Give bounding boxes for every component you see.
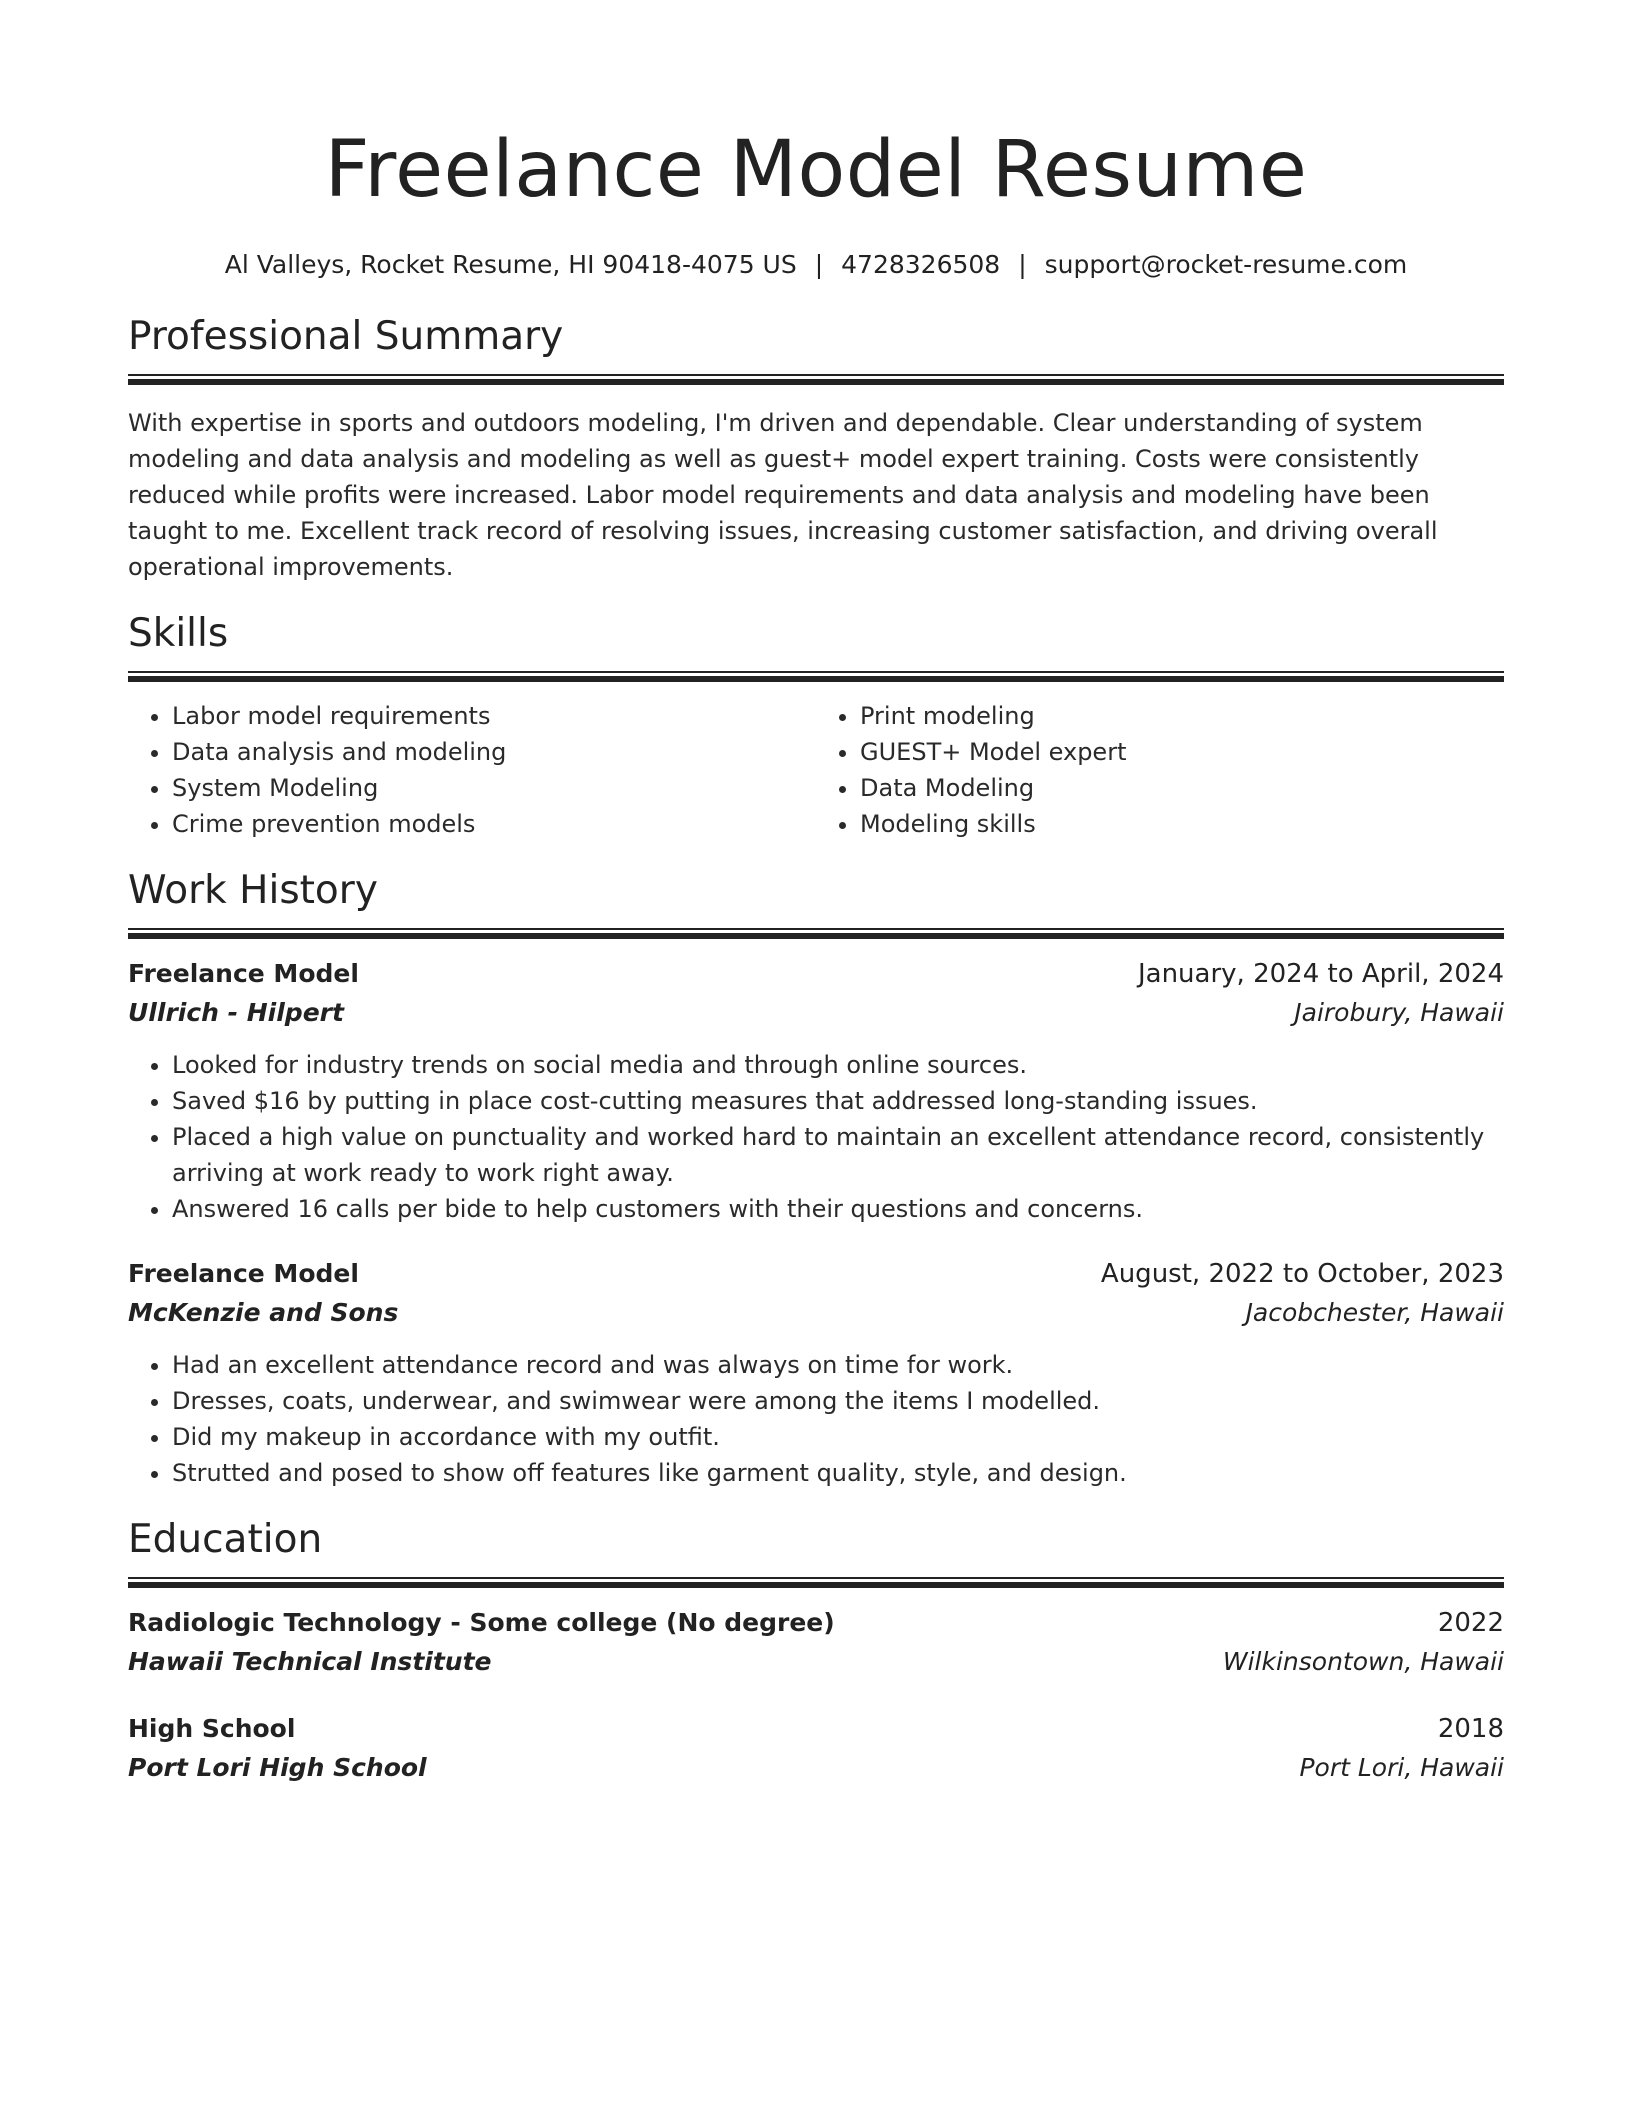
- section-divider: [128, 1577, 1504, 1588]
- job-bullet: • Strutted and posed to show off features like garment quality, style, and design.: [172, 1455, 1504, 1491]
- summary-text: With expertise in sports and outdoors modeling, I'm driven and dependable. Clear understanding of system modeling and data analysis and modeling as well as guest+ model expert training. Costs were consistently reduced while profits were increased. Labor model requirements and data analysis and modeling have been taught to me. Excellent track record of resolving issues, increasing customer satisfaction, and driving overall operational improvements.: [128, 409, 1438, 581]
- job-employer-row: [128, 993, 1504, 1033]
- job-bullet: • Looked for industry trends on social media and through online sources.: [172, 1047, 1504, 1083]
- contact-separator: |: [1018, 250, 1027, 279]
- job-entry: [128, 955, 1504, 1227]
- job-bullet: • Answered 16 calls per bide to help customers with their questions and concerns.: [172, 1191, 1504, 1227]
- job-header-row: [128, 1255, 1504, 1293]
- contact-phone: 4728326508: [841, 250, 1001, 279]
- skills-list-right: [816, 698, 1504, 842]
- job-location: Jairobury, Hawaii: [1294, 998, 1504, 1027]
- summary-heading: Professional Summary: [128, 314, 564, 359]
- education-header-row: [128, 1604, 1504, 1642]
- job-header-row: [128, 955, 1504, 993]
- job-bullets: [128, 1347, 1504, 1491]
- education-school-row: [128, 1748, 1504, 1788]
- contact-line: [128, 248, 1504, 282]
- education-year: 2022: [1437, 1608, 1504, 1638]
- education-entry: [128, 1604, 1504, 1682]
- job-title: Freelance Model: [128, 1259, 359, 1288]
- job-bullet: • Placed a high value on punctuality and worked hard to maintain an excellent attendance record, consistently arriving at work ready to work right away.: [172, 1119, 1504, 1191]
- job-employer-row: [128, 1293, 1504, 1333]
- contact-address: Al Valleys, Rocket Resume, HI 90418-4075 US: [224, 250, 797, 279]
- skills-columns: [128, 698, 1504, 842]
- skill-item: • Data Modeling: [860, 770, 1504, 806]
- skill-item: • Crime prevention models: [172, 806, 816, 842]
- job-bullet: • Dresses, coats, underwear, and swimwear were among the items I modelled.: [172, 1383, 1504, 1419]
- skill-item: • System Modeling: [172, 770, 816, 806]
- contact-separator: |: [814, 250, 824, 279]
- education-location: Port Lori, Hawaii: [1299, 1753, 1504, 1782]
- contact-email: support@rocket-resume.com: [1044, 250, 1408, 279]
- job-entry: [128, 1255, 1504, 1491]
- job-dates: August, 2022 to October, 2023: [1100, 1259, 1504, 1289]
- job-employer: Ullrich - Hilpert: [128, 998, 344, 1027]
- work-section: [128, 866, 1504, 1491]
- resume-title: Freelance Model Resume: [324, 125, 1308, 215]
- job-location: Jacobchester, Hawaii: [1245, 1298, 1504, 1327]
- skill-item: • Labor model requirements: [172, 698, 816, 734]
- skills-list-left: [128, 698, 816, 842]
- education-school: Port Lori High School: [128, 1753, 427, 1782]
- job-bullet: • Had an excellent attendance record and was always on time for work.: [172, 1347, 1504, 1383]
- education-entry: [128, 1710, 1504, 1788]
- education-school-row: [128, 1642, 1504, 1682]
- summary-section: [128, 312, 1504, 585]
- education-header-row: [128, 1710, 1504, 1748]
- job-bullet: • Did my makeup in accordance with my outfit.: [172, 1419, 1504, 1455]
- education-heading: Education: [128, 1517, 323, 1562]
- skill-item: • Data analysis and modeling: [172, 734, 816, 770]
- work-heading: Work History: [128, 868, 378, 913]
- education-location: Wilkinsontown, Hawaii: [1222, 1647, 1504, 1676]
- skills-section: [128, 609, 1504, 842]
- skill-item: • GUEST+ Model expert: [860, 734, 1504, 770]
- education-section: [128, 1515, 1504, 1788]
- education-degree: Radiologic Technology - Some college (No degree): [128, 1608, 835, 1637]
- job-title: Freelance Model: [128, 959, 359, 988]
- job-bullets: [128, 1047, 1504, 1227]
- job-bullet: • Saved $16 by putting in place cost-cutting measures that addressed long-standing issues.: [172, 1083, 1504, 1119]
- section-divider: [128, 374, 1504, 385]
- skill-item: • Print modeling: [860, 698, 1504, 734]
- education-year: 2018: [1437, 1714, 1504, 1744]
- section-divider: [128, 671, 1504, 682]
- job-employer: McKenzie and Sons: [128, 1298, 399, 1327]
- education-school: Hawaii Technical Institute: [128, 1647, 492, 1676]
- skill-item: • Modeling skills: [860, 806, 1504, 842]
- skills-heading: Skills: [128, 611, 229, 656]
- job-dates: January, 2024 to April, 2024: [1137, 959, 1504, 989]
- section-divider: [128, 928, 1504, 939]
- education-degree: High School: [128, 1714, 296, 1743]
